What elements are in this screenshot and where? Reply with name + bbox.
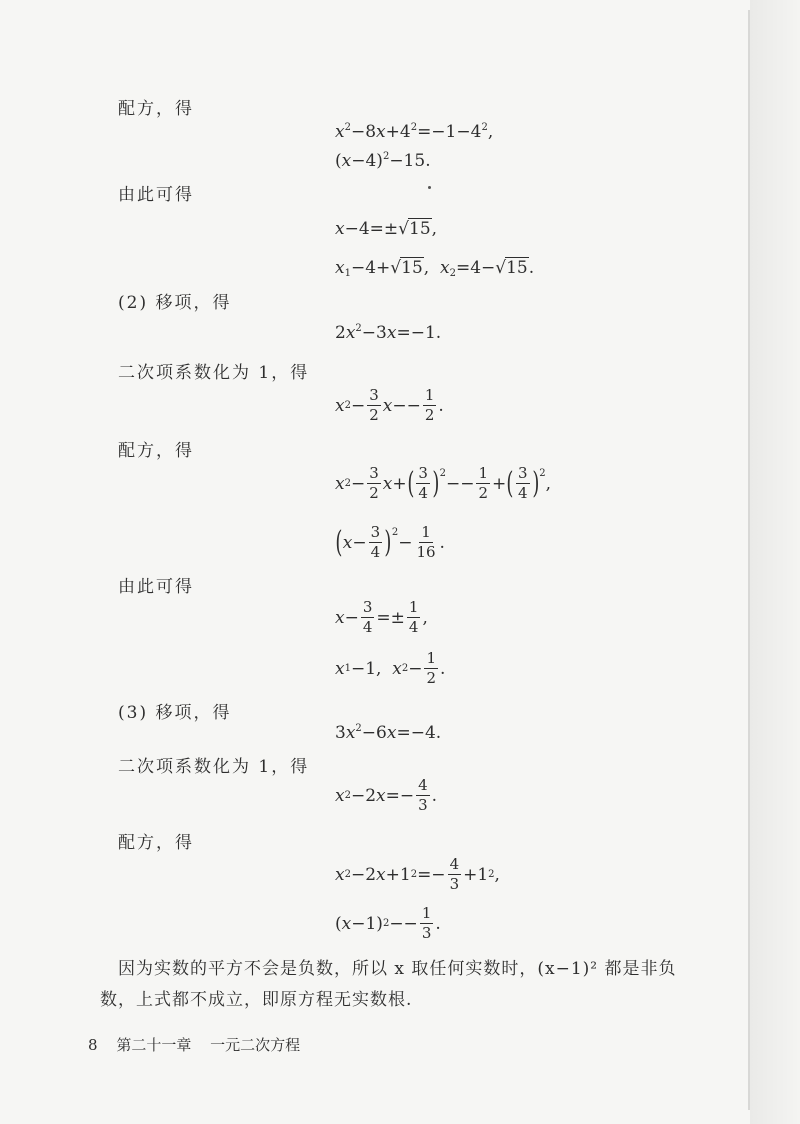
step-label-part2-coef: 二次项系数化为 1，得 <box>118 363 310 383</box>
eq6-text: x 2 − $\frac{3}{2}$ x −− $\frac{1}{2}$ . <box>335 386 444 424</box>
eq9-text: x − $\frac{3}{4}$ =± $\frac{1}{4}$ , <box>335 598 428 636</box>
eq8-text: ( x − $\frac{3}{4}$ ) 2 − $\frac{1}{16}$ . <box>335 523 445 561</box>
eq4-text: $x_1-4+√$ 15 , $x_2=4-√$ 15 . <box>335 258 535 279</box>
scan-speck <box>428 186 431 189</box>
eq7-text: x 2 − $\frac{3}{2}$ x + ( $\frac{3}{4}$ ) 2 −− $\frac{1}{2}$ + ( $\frac{3}{4}$ ) 2 , <box>335 464 552 502</box>
chapter-title: 一元二次方程 <box>210 1036 301 1054</box>
eq11-text: $3x^2-6x=-4$. <box>335 723 442 743</box>
equation-7 <box>335 466 551 501</box>
step-label-part3-coef: 二次项系数化为 1，得 <box>118 757 310 777</box>
equation-8 <box>335 525 445 560</box>
conclusion-line-1: 因为实数的平方不会是负数，所以 x 取任何实数时，(x−1)² 都是非负 <box>118 959 677 979</box>
equation-12 <box>335 778 437 813</box>
equation-14 <box>335 906 441 941</box>
eq13-text: x 2 −2 x +1 2 =− $\frac{4}{3}$ +1 2 , <box>335 855 500 893</box>
equation-13 <box>335 857 500 892</box>
step-label-complete-square-2: 配方，得 <box>118 441 194 461</box>
step-label-part2-move: (2) 移项，得 <box>118 293 232 313</box>
step-label-part3-move: (3) 移项，得 <box>118 703 232 723</box>
step-label-hence-2: 由此可得 <box>118 577 194 597</box>
equation-11 <box>335 723 441 743</box>
equation-10 <box>335 651 445 686</box>
chapter-number: 第二十一章 <box>116 1036 192 1054</box>
step-label-hence-1: 由此可得 <box>118 185 194 205</box>
equation-3 <box>335 218 437 239</box>
equation-4 <box>335 257 534 278</box>
eq3-text: x−4=±√ 15 , <box>335 219 438 239</box>
conclusion-line-2: 数，上式都不成立，即原方程无实数根. <box>100 990 413 1010</box>
conclusion-paragraph <box>100 954 718 1016</box>
equation-9 <box>335 600 428 635</box>
equation-5 <box>335 323 441 343</box>
eq10-text: x 1 −1, x 2 − $\frac{1}{2}$ . <box>335 649 446 687</box>
page-number: 8 <box>88 1036 98 1054</box>
eq5-text: $2x^2-3x=-1$. <box>335 323 442 343</box>
eq2-text: $(x-4)^2-15$. <box>335 151 431 171</box>
eq14-text: ( x −1) 2 −− $\frac{1}{3}$ . <box>335 904 441 942</box>
equation-2 <box>335 151 431 171</box>
equation-6 <box>335 388 444 423</box>
page-footer <box>88 1034 314 1055</box>
eq12-text: x 2 −2 x =− $\frac{4}{3}$ . <box>335 776 438 814</box>
step-label-complete-square-1: 配方，得 <box>118 99 194 119</box>
page-edge-shade <box>750 0 800 1124</box>
eq1-text: $x^2-8x+4^2=-1-4^2$, <box>335 122 494 142</box>
step-label-complete-square-3: 配方，得 <box>118 833 194 853</box>
equation-1 <box>335 122 493 142</box>
